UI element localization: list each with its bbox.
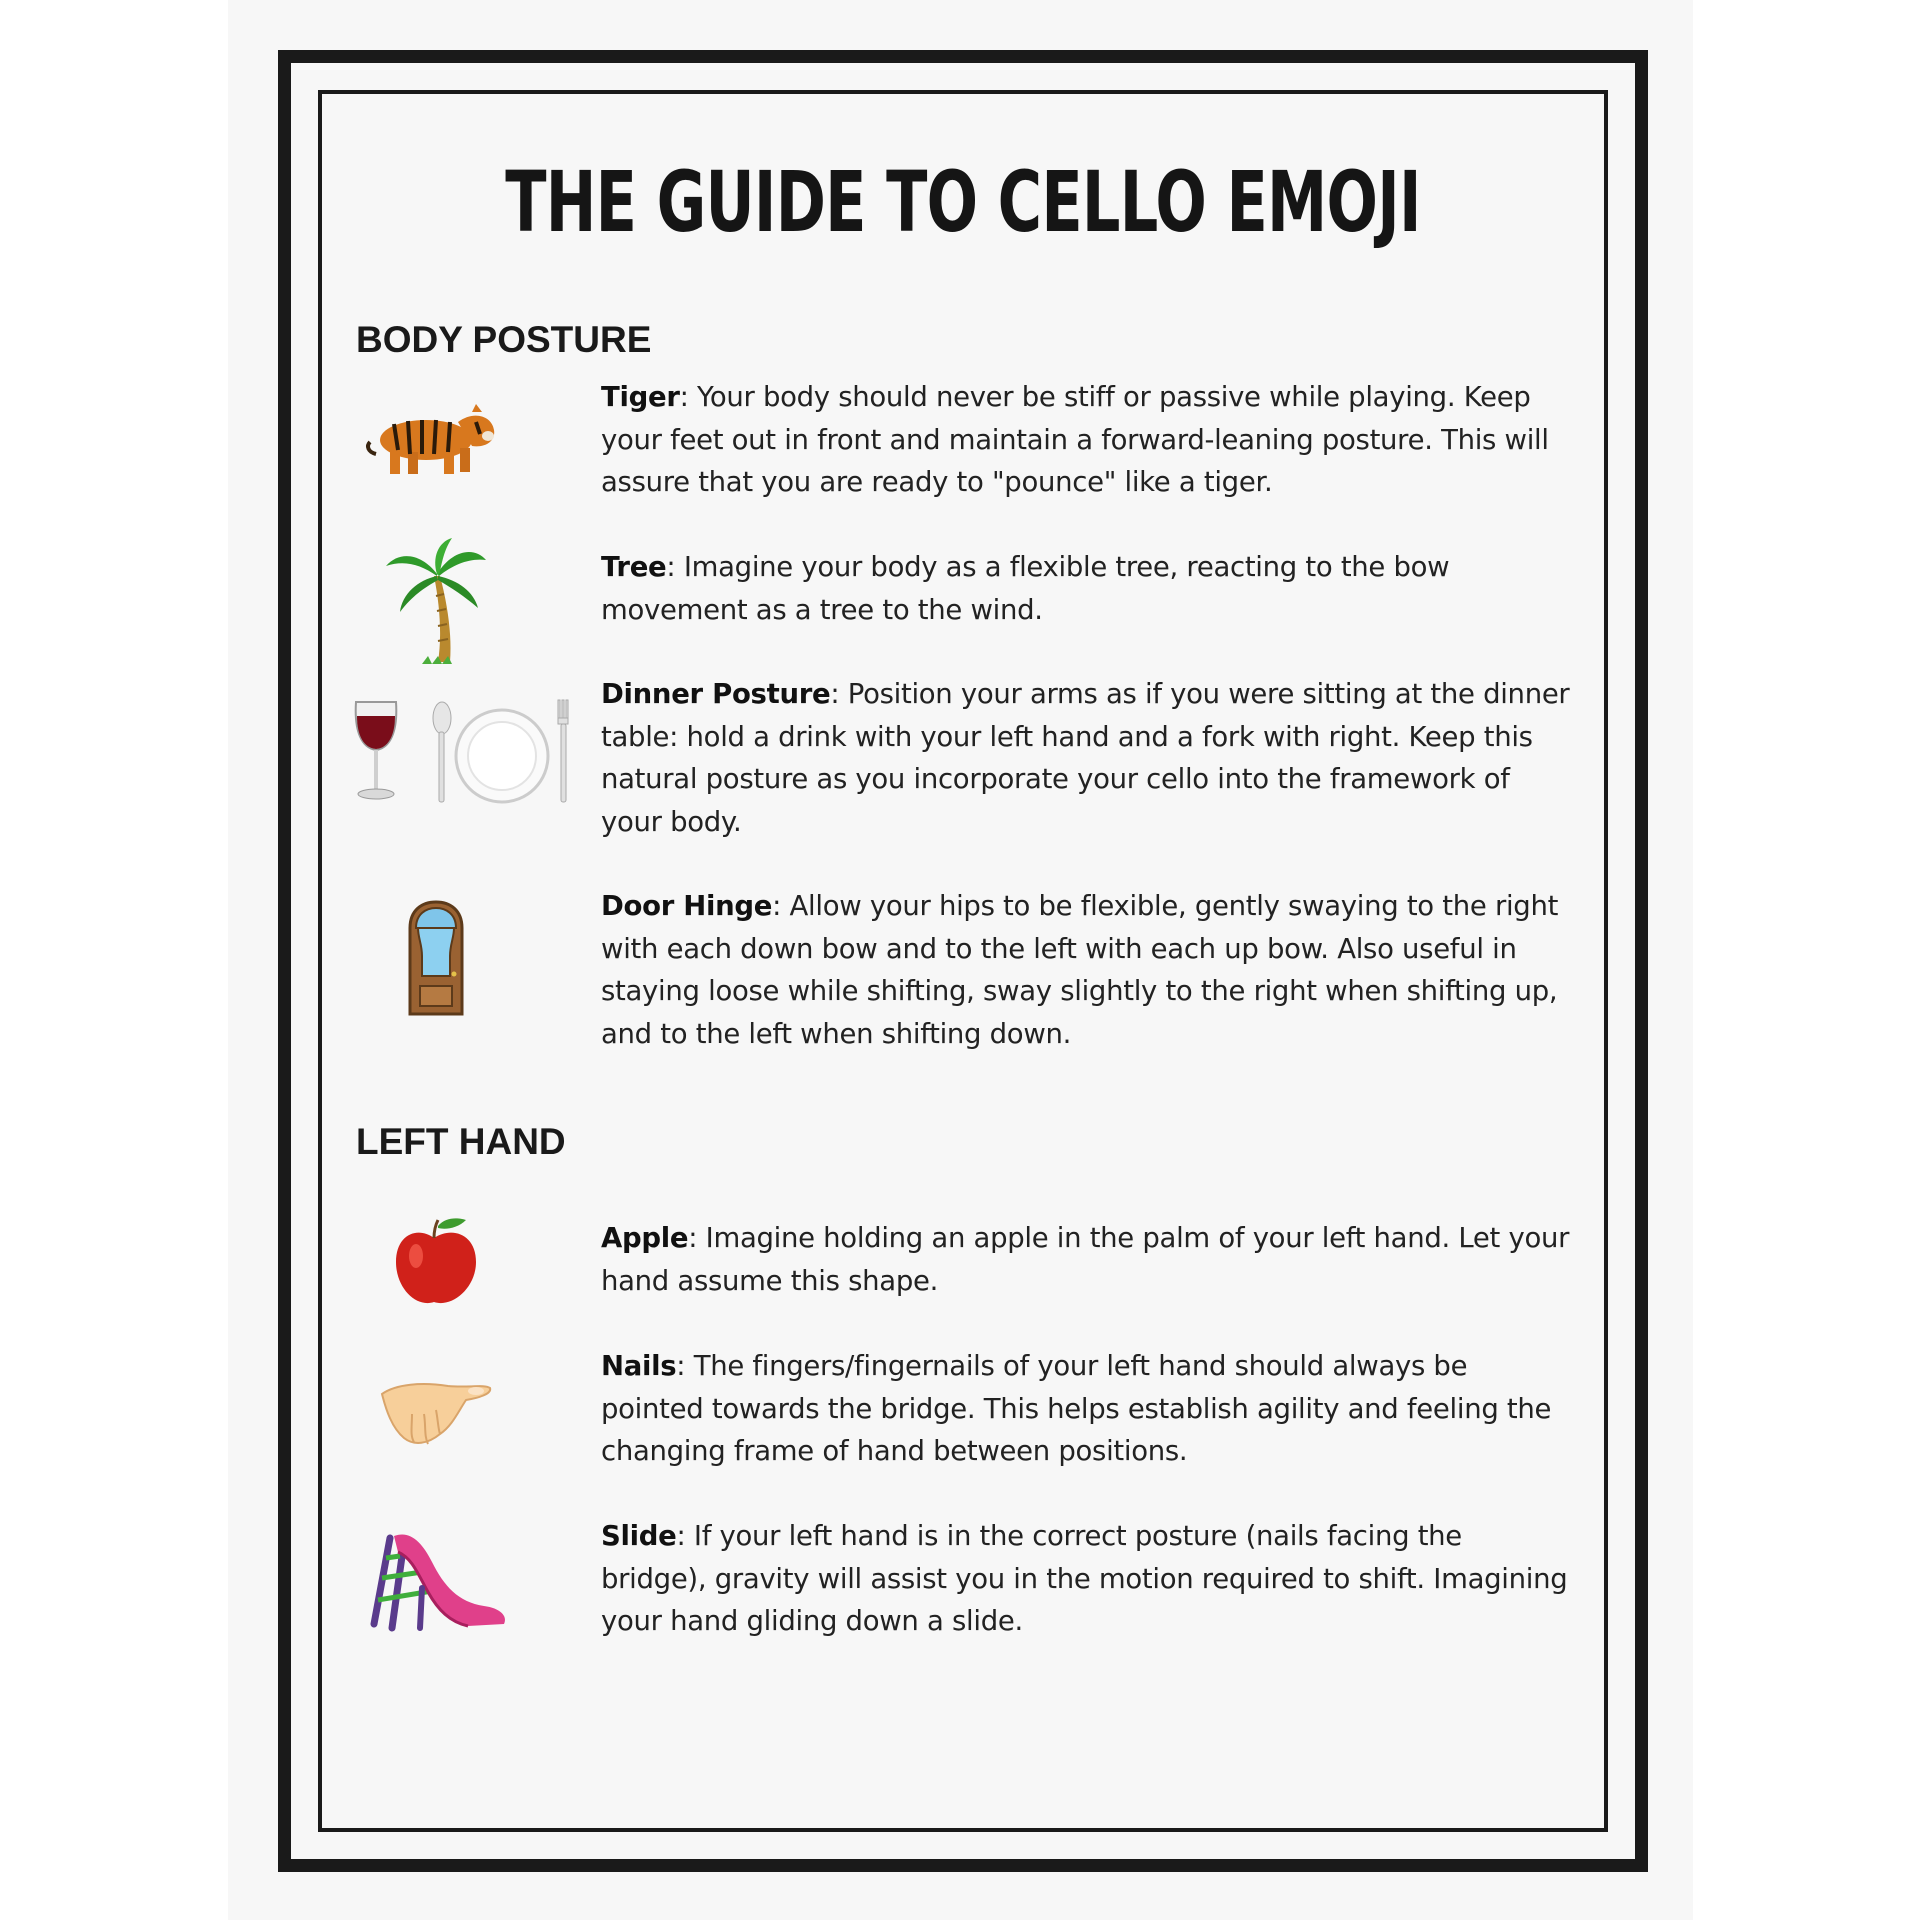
entry-term: Door Hinge	[601, 890, 773, 922]
entry-term: Tree	[601, 551, 667, 583]
section-heading-body-posture: BODY POSTURE	[356, 319, 652, 360]
slide-icon	[364, 1528, 510, 1632]
entry-door-hinge	[601, 885, 1571, 1055]
entry-description: : Imagine your body as a flexible tree, reacting to the bow movement as a tree to the wind.	[601, 551, 1450, 626]
entry-term: Dinner Posture	[601, 678, 831, 710]
entry-dinner-posture	[601, 673, 1571, 843]
entry-term: Tiger	[601, 381, 680, 413]
wine-glass-and-place-setting-icon	[350, 698, 576, 808]
entry-apple	[601, 1217, 1571, 1302]
entry-description: : Allow your hips to be flexible, gently swaying to the right with each down bow and to the left with each up bow. Also useful in staying loose while shifting, sway slightly to the right when shifting up, and to the left when shifting down.	[601, 890, 1559, 1050]
section-heading-left-hand: LEFT HAND	[356, 1121, 566, 1162]
entry-description: : Imagine holding an apple in the palm of your left hand. Let your hand assume this shape.	[601, 1222, 1570, 1297]
entry-description: : Your body should never be stiff or passive while playing. Keep your feet out in front and maintain a forward-leaning posture. This will assure that you are ready to "pounce" like a tiger.	[601, 381, 1549, 498]
entry-term: Nails	[601, 1350, 677, 1382]
entry-slide	[601, 1515, 1571, 1643]
hand-icon	[378, 1380, 494, 1450]
entry-nails	[601, 1345, 1571, 1473]
tiger-icon	[364, 392, 500, 480]
entry-tree	[601, 546, 1571, 631]
entry-tiger	[601, 376, 1571, 504]
palm-tree-icon	[382, 536, 488, 666]
entry-description: : Position your arms as if you were sitting at the dinner table: hold a drink with your left hand and a fork with right. Keep this natural posture as you incorporate your cello into the framework of your body.	[601, 678, 1570, 838]
entry-description: : The fingers/fingernails of your left hand should always be pointed towards the bridge. This helps establish agility and feeling the changing frame of hand between positions.	[601, 1350, 1552, 1467]
door-icon	[408, 900, 464, 1016]
entry-term: Apple	[601, 1222, 689, 1254]
page-title: THE GUIDE TO CELLO EMOJI	[505, 153, 1421, 251]
entry-description: : If your left hand is in the correct posture (nails facing the bridge), gravity will assist you in the motion required to shift. Imagining your hand gliding down a slide.	[601, 1520, 1568, 1637]
entry-term: Slide	[601, 1520, 677, 1552]
apple-icon	[394, 1216, 478, 1308]
